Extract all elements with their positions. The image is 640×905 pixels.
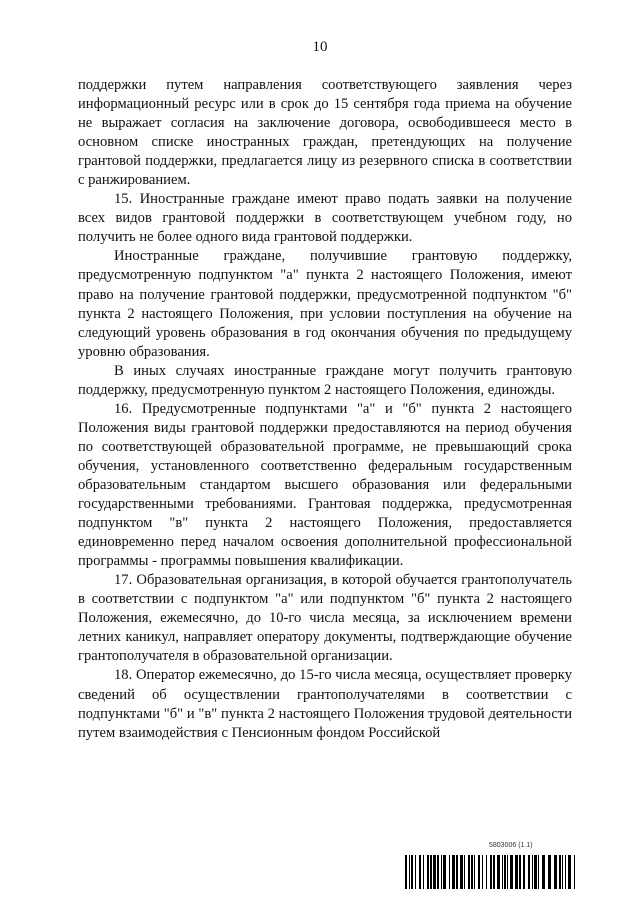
paragraph-item-17: 17. Образовательная организация, в которой обучается грантополучатель в соответствии с подпунктом "а" или подпунктом "б" пункта 2 настоящего Положения, ежемесячно, до 10-го числа месяца, за исключением времени летних каникул, направляет оператору документы, подтверждающие обучение грантополучателя в образовательной организации. xyxy=(78,572,572,665)
page-number: 10 xyxy=(312,39,328,55)
paragraph-foreign-citizens: Иностранные граждане, получившие грантовую поддержку, предусмотренную подпунктом "а" пункта 2 настоящего Положения, имеют право на получение грантовой поддержки, предусмотренной подпунктом "б" пункта 2 настоящего Положения, при условии поступления на обучение на следующий уровень образования в год окончания обучения по предыдущему уровню образования. xyxy=(78,248,572,360)
paragraph-item-18: 18. Оператор ежемесячно, до 15-го числа месяца, осуществляет проверку сведений об осуществлении грантополучателями в соответствии с подпунктами "б" и "в" пункта 2 настоящего Положения трудовой деятельности путем взаимодействия с Пенсионным фондом Российской xyxy=(78,667,572,741)
barcode-stamp xyxy=(405,842,577,890)
barcode-icon xyxy=(405,855,577,889)
paragraph-item-15: 15. Иностранные граждане имеют право подать заявки на получение всех видов грантовой поддержки в соответствующем учебном году, но получить не более одного вида грантовой поддержки. xyxy=(78,191,572,246)
paragraph-other-cases: В иных случаях иностранные граждане могут получить грантовую поддержку, предусмотренную пунктом 2 настоящего Положения, единожды. xyxy=(78,362,572,398)
barcode-code: 5803006 (1.1) xyxy=(489,842,533,849)
paragraph-item-16: 16. Предусмотренные подпунктами "а" и "б" пункта 2 настоящего Положения виды грантовой поддержки предоставляются на период обучения по соответствующей образовательной программе, не превышающий срока обучения, установленного соответственно федеральным государственным образовательным стандартом высшего образования или федеральными государственными требованиями. Грантовая поддержка, предусмотренная подпунктом "в" пункта 2 настоящего Положения, предоставляется единовременно перед началом освоения дополнительной профессиональной программы - программы повышения квалификации. xyxy=(78,400,572,570)
paragraph-continuation: поддержки путем направления соответствующего заявления через информационный ресурс или в срок до 15 сентября года приема на обучение не выражает согласия на заключение договора, освободившееся место в основном списке иностранных граждан, претендующих на получение грантовой поддержки, предлагается лицу из резервного списка в соответствии с ранжированием. xyxy=(78,77,572,189)
document-body xyxy=(78,76,572,743)
